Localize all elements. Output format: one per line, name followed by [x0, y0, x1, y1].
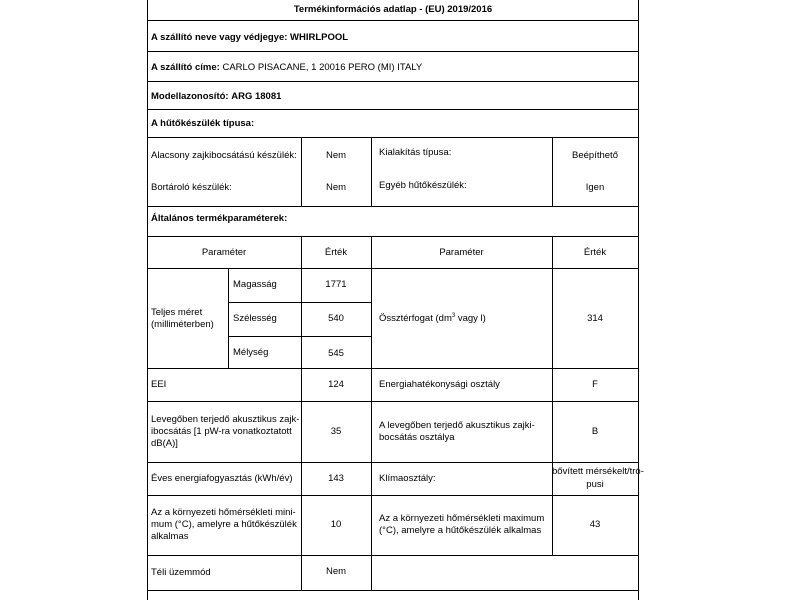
height-value: 1771 — [325, 279, 347, 290]
product-info-sheet — [147, 0, 644, 600]
model-value: ARG 18081 — [231, 91, 282, 102]
rule — [147, 555, 639, 556]
col-header-param: Paraméter — [201, 247, 247, 258]
temp-max-label-2: (°C), amelyre a hűtőkészülék alkalmas — [379, 525, 542, 536]
temp-min-value: 10 — [330, 519, 342, 530]
winter-mode-value: Nem — [325, 566, 347, 577]
type-heading: A hűtőkészülék típusa: — [151, 118, 255, 129]
design-type-value: Beépíthető — [572, 150, 618, 161]
wine-storage-value: Nem — [325, 182, 347, 193]
rule — [147, 81, 639, 82]
supplier-name-row — [151, 32, 348, 44]
design-type-label: Kialakítás típusa: — [379, 147, 452, 158]
supplier-address-value: CARLO PISACANE, 1 20016 PERO (MI) ITALY — [222, 62, 423, 73]
rule — [228, 302, 371, 303]
low-noise-label: Alacsony zajkibocsátású készülék: — [151, 150, 297, 161]
supplier-name-label: A szállító neve vagy védjegye: — [151, 32, 288, 43]
rule — [301, 137, 302, 206]
noise-value: 35 — [330, 426, 342, 437]
climate-class-label: Klímaosztály: — [379, 473, 436, 484]
params-heading: Általános termékparaméterek: — [151, 213, 288, 224]
depth-label: Mélység — [233, 347, 269, 358]
noise-class-label-1: A levegőben terjedő akusztikus zajki- — [379, 420, 535, 431]
rule — [228, 336, 371, 337]
col-header-value2: Érték — [583, 247, 607, 258]
noise-label-3: dB(A)] — [151, 438, 178, 449]
rule — [371, 236, 372, 590]
volume-value: 314 — [587, 313, 603, 324]
overall-size-label-1: Teljes méret — [151, 307, 203, 318]
noise-class-label-2: bocsátás osztálya — [379, 432, 455, 443]
rule — [147, 590, 639, 591]
model-label: Modellazonosító: — [151, 91, 229, 102]
winter-mode-label: Téli üzemmód — [151, 567, 211, 578]
rule — [147, 236, 639, 237]
temp-max-value: 43 — [589, 519, 601, 530]
rule — [371, 137, 372, 206]
eei-value: 124 — [328, 379, 344, 390]
temp-min-label-2: mum (°C), amelyre a hűtőkészülék — [151, 519, 297, 530]
temp-max-label-1: Az a környezeti hőmérsékleti maximum — [379, 513, 545, 524]
rule — [147, 206, 639, 207]
rule — [638, 0, 639, 600]
rule — [147, 51, 639, 52]
rule — [552, 137, 553, 206]
rule — [147, 401, 639, 402]
rule — [147, 495, 639, 496]
supplier-address-label: A szállító címe: — [151, 62, 220, 73]
noise-label-1: Levegőben terjedő akusztikus zajk- — [151, 414, 300, 425]
energy-class-label: Energiahatékonysági osztály — [379, 379, 500, 390]
height-label: Magasság — [233, 279, 277, 290]
volume-label-sup: 3 — [451, 312, 456, 319]
noise-label-2: ibocsátás [1 pW-ra vonatkoztatott — [151, 426, 292, 437]
climate-class-value-2: pusi — [586, 479, 604, 490]
rule — [147, 268, 639, 269]
sheet-title: Termékinformációs adatlap - (EU) 2019/2016 — [293, 4, 493, 15]
depth-value: 545 — [328, 348, 344, 359]
low-noise-value: Nem — [325, 150, 347, 161]
width-label: Szélesség — [233, 313, 277, 324]
rule — [228, 268, 229, 368]
volume-label-post: vagy l) — [455, 313, 486, 324]
volume-label-pre: Össztérfogat (dm — [379, 313, 452, 324]
model-row — [151, 91, 281, 103]
rule — [147, 137, 639, 138]
col-header-param2: Paraméter — [439, 247, 484, 258]
supplier-address-row — [151, 62, 422, 74]
col-header-value: Érték — [324, 247, 348, 258]
supplier-name-value: WHIRLPOOL — [290, 32, 349, 43]
volume-label — [379, 313, 486, 325]
rule — [147, 109, 639, 110]
rule — [147, 0, 148, 600]
rule — [147, 462, 639, 463]
annual-energy-value: 143 — [328, 473, 344, 484]
eei-label: EEI — [151, 379, 167, 390]
rule — [552, 236, 553, 555]
temp-min-label-3: alkalmas — [151, 531, 189, 542]
width-value: 540 — [328, 313, 344, 324]
noise-class-value: B — [591, 426, 599, 437]
other-appliance-label: Egyéb hűtőkészülék: — [379, 180, 467, 191]
rule — [147, 368, 639, 369]
other-appliance-value: Igen — [585, 182, 605, 193]
climate-class-value-1: bővített mérsékelt/tró- — [552, 466, 644, 477]
wine-storage-label: Bortároló készülék: — [151, 182, 232, 193]
annual-energy-label: Éves energiafogyasztás (kWh/év) — [151, 473, 293, 484]
energy-class-value: F — [592, 379, 598, 390]
rule — [147, 20, 639, 21]
overall-size-label-2: (milliméterben) — [151, 319, 214, 330]
temp-min-label-1: Az a környezeti hőmérsékleti mini- — [151, 507, 296, 518]
